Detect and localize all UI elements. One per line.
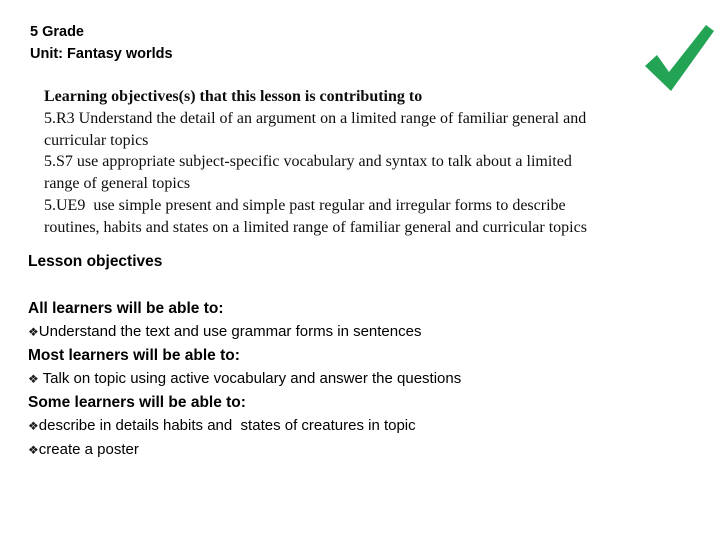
unit-text: Unit: Fantasy worlds xyxy=(30,46,173,62)
lesson-objectives-title: Lesson objectives xyxy=(28,253,163,270)
bullet-text: Understand the text and use grammar forms in sentences xyxy=(38,323,422,340)
spacer xyxy=(28,273,461,297)
diamond-bullet-icon: ❖ xyxy=(28,325,39,339)
learning-objectives-title: Learning objectives(s) that this lesson is contributing to xyxy=(44,88,423,105)
objective-line: routines, habits and states on a limited range of familiar general and curricular topics xyxy=(44,218,587,236)
lesson-objectives-block xyxy=(28,250,461,462)
objective-line: 5.S7 use appropriate subject-specific vocabulary and syntax to talk about a limited xyxy=(44,153,572,171)
grade-text: 5 Grade xyxy=(30,24,84,40)
bullet-item xyxy=(28,320,461,344)
checkmark-icon xyxy=(643,24,715,92)
group-heading-some-learners: Some learners will be able to: xyxy=(28,394,246,411)
diamond-bullet-icon: ❖ xyxy=(28,443,39,457)
bullet-item xyxy=(28,367,461,391)
header-block xyxy=(30,21,173,65)
objective-line: 5.R3 Understand the detail of an argument on a limited range of familiar general and xyxy=(44,109,587,127)
bullet-text: describe in details habits and states of creatures in topic xyxy=(38,417,416,434)
diamond-bullet-icon: ❖ xyxy=(28,372,39,386)
group-heading-most-learners: Most learners will be able to: xyxy=(28,347,240,364)
bullet-text: create a poster xyxy=(38,441,139,458)
objective-line: curricular topics xyxy=(44,131,149,149)
bullet-item xyxy=(28,414,461,438)
checkmark-shape xyxy=(645,25,714,91)
group-heading-all-learners: All learners will be able to: xyxy=(28,300,224,317)
learning-objectives-block xyxy=(44,86,587,239)
objective-line: 5.UE9 use simple present and simple past regular and irregular forms to describe xyxy=(44,196,566,214)
objective-line: range of general topics xyxy=(44,175,191,193)
bullet-text: Talk on topic using active vocabulary and answer the questions xyxy=(38,370,462,387)
diamond-bullet-icon: ❖ xyxy=(28,419,39,433)
bullet-item xyxy=(28,438,461,462)
